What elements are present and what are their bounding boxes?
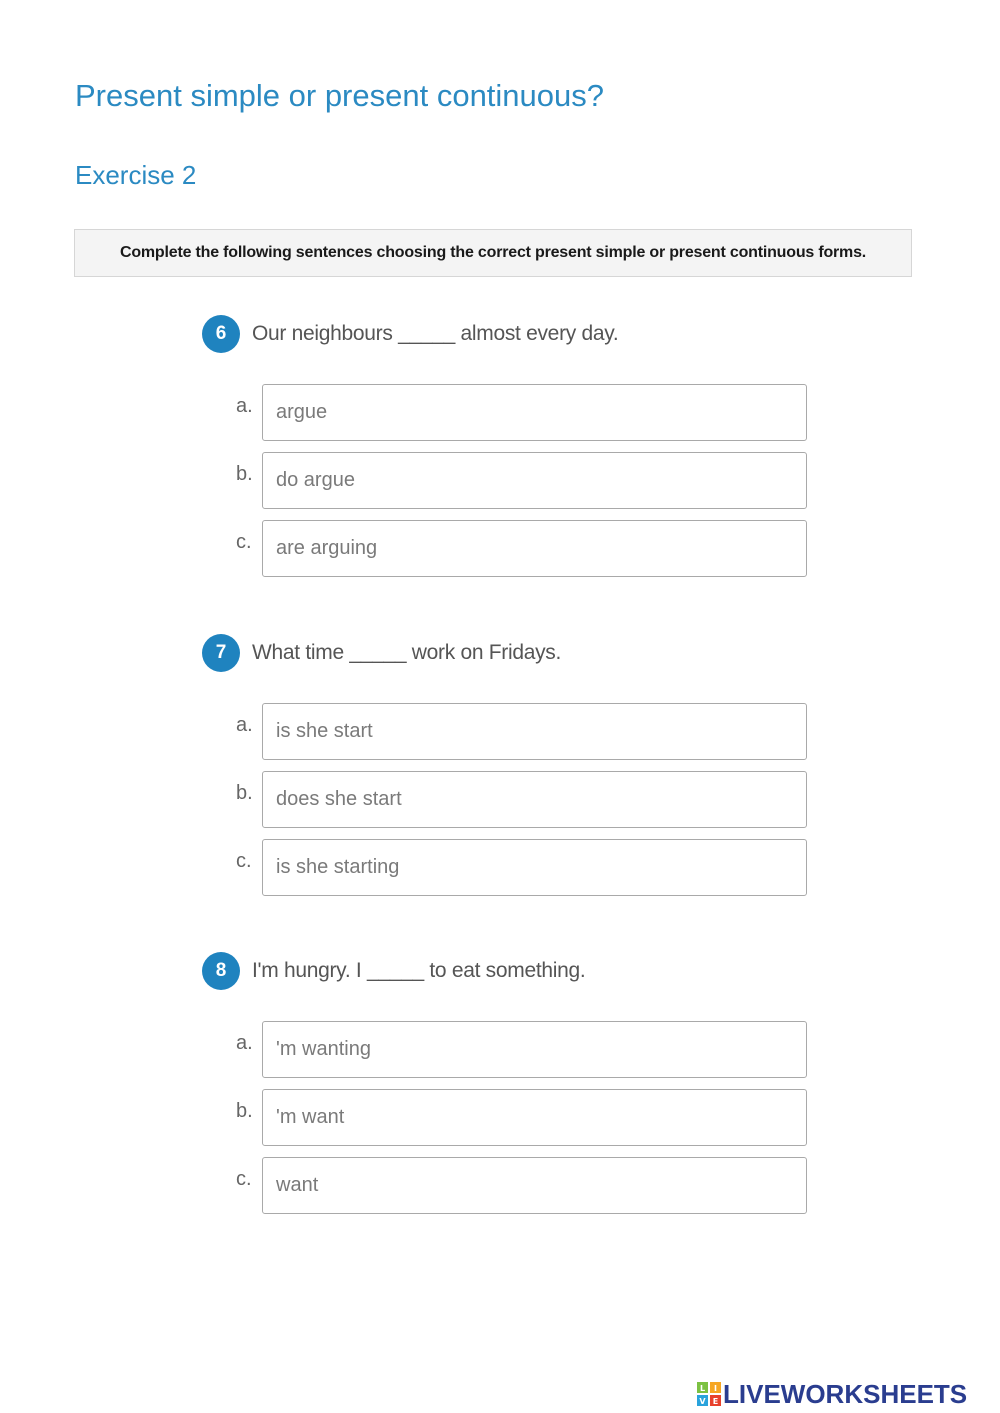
option-b <box>236 771 820 829</box>
answer-option-button[interactable] <box>262 384 807 441</box>
answer-option-button[interactable] <box>262 839 807 896</box>
svg-text:I: I <box>714 1384 717 1393</box>
question-number-badge: 7 <box>202 634 240 672</box>
option-c <box>236 839 820 897</box>
option-a <box>236 703 820 761</box>
answer-option-button[interactable] <box>262 520 807 577</box>
option-text: 'm wanting <box>276 1038 371 1060</box>
option-text: is she start <box>276 720 373 742</box>
option-b <box>236 452 820 510</box>
question-header <box>200 315 820 355</box>
answer-option-button[interactable] <box>262 771 807 828</box>
svg-text:E: E <box>712 1397 719 1406</box>
option-letter: b. <box>236 782 253 804</box>
brand-name: LIVEWORKSHEETS <box>723 1378 968 1409</box>
answer-option-button[interactable] <box>262 1089 807 1146</box>
option-a <box>236 384 820 442</box>
option-text: are arguing <box>276 537 378 559</box>
option-text: is she starting <box>276 856 400 878</box>
option-b <box>236 1089 820 1147</box>
option-letter: b. <box>236 1100 253 1122</box>
option-text: want <box>276 1174 319 1196</box>
answer-option-button[interactable] <box>262 452 807 509</box>
option-a <box>236 1021 820 1079</box>
option-c <box>236 520 820 578</box>
exercise-title: Exercise 2 <box>75 160 197 190</box>
question-8 <box>200 952 820 1196</box>
question-text: Our neighbours _____ almost every day. <box>252 322 619 345</box>
question-number-badge: 8 <box>202 952 240 990</box>
option-letter: a. <box>236 714 253 736</box>
option-letter: a. <box>236 1032 253 1054</box>
option-letter: b. <box>236 463 253 485</box>
liveworksheets-brand <box>697 1378 967 1410</box>
option-text: do argue <box>276 469 355 491</box>
question-text: What time _____ work on Fridays. <box>252 641 562 664</box>
answer-option-button[interactable] <box>262 703 807 760</box>
question-header <box>200 952 820 992</box>
question-number-badge: 6 <box>202 315 240 353</box>
option-letter: c. <box>236 531 252 553</box>
answer-option-button[interactable] <box>262 1021 807 1078</box>
liveworksheets-logo-icon <box>697 1382 721 1406</box>
svg-text:V: V <box>699 1397 706 1406</box>
option-text: 'm want <box>276 1106 345 1128</box>
option-text: argue <box>276 401 328 423</box>
option-letter: a. <box>236 395 253 417</box>
question-7 <box>200 634 820 878</box>
answer-option-button[interactable] <box>262 1157 807 1214</box>
svg-text:L: L <box>699 1384 706 1393</box>
option-c <box>236 1157 820 1215</box>
option-letter: c. <box>236 850 252 872</box>
instruction-text: Complete the following sentences choosing the correct present simple or present continuous forms. <box>119 244 867 261</box>
page-title: Present simple or present continuous? <box>75 78 605 113</box>
question-header <box>200 634 820 674</box>
instruction-box <box>74 229 912 277</box>
question-6 <box>200 315 820 559</box>
question-text: I'm hungry. I _____ to eat something. <box>252 959 586 982</box>
option-text: does she start <box>276 788 402 810</box>
option-letter: c. <box>236 1168 252 1190</box>
